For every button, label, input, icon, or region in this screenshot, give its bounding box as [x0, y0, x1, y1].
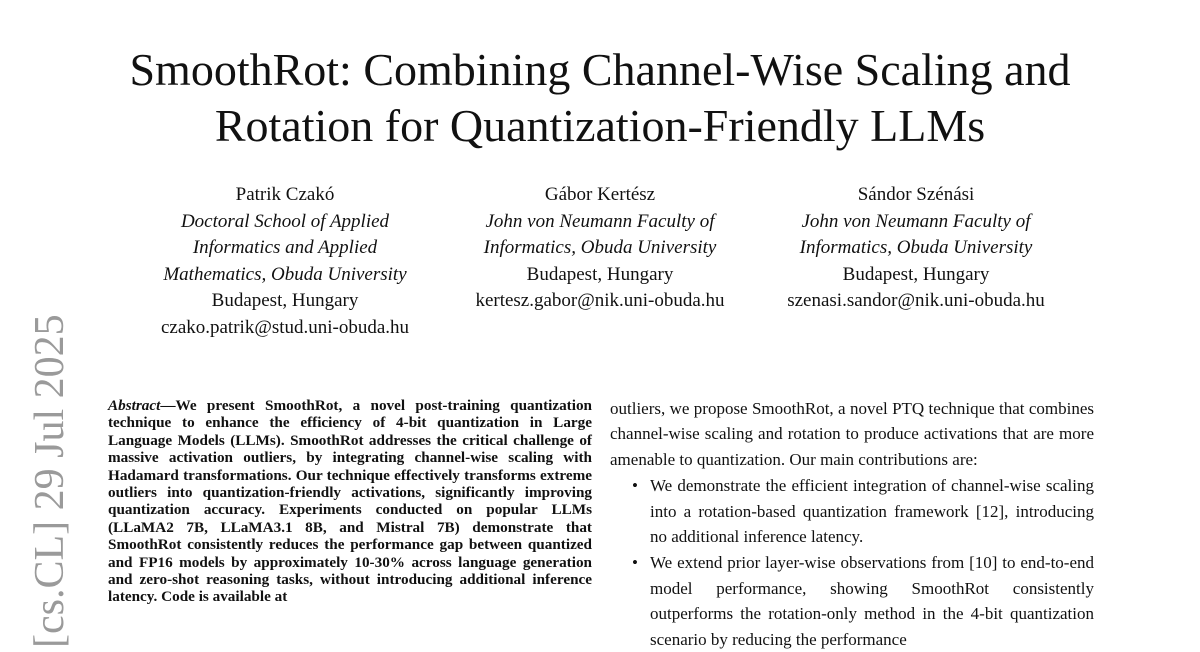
author-location: Budapest, Hungary: [211, 290, 359, 311]
intro-paragraph: outliers, we propose SmoothRot, a novel PTQ technique that combines channel-wise scaling and rotation to produce activations that are more amenable to quantization. Our main contributions are:: [610, 399, 1094, 469]
author-email: szenasi.sandor@nik.uni-obuda.hu: [787, 290, 1045, 311]
author-email: kertesz.gabor@nik.uni-obuda.hu: [475, 290, 725, 311]
author-name: Patrik Czakó: [235, 184, 335, 205]
abstract-text: —We present SmoothRot, a novel post-training quantization technique to enhance the efficiency of 4-bit quantization in Large Language Models (LLMs). SmoothRot addresses the critical challenge of massive activation outliers, by integrating channel-wise scaling with Hadamard transformations. Our technique effectively transforms extreme outliers into quantization-friendly activations, significantly improving quantization accuracy. Experiments conducted on popular LLMs (LLaMA2 7B, LLaMA3.1 8B, and Mistral 7B) demonstrate that SmoothRot consistently reduces the performance gap between quantized and FP16 models by approximately 10-30% across language generation and zero-shot reasoning tasks, without introducing additional inference latency. Code is available at: [108, 397, 592, 606]
author-location: Budapest, Hungary: [842, 263, 990, 285]
author-affiliation: [440, 209, 760, 262]
author-2: [440, 182, 760, 315]
bullet-icon: •: [632, 476, 638, 496]
affiliation-line: John von Neumann Faculty of: [801, 210, 1031, 232]
affiliation-line: Mathematics, Obuda University: [163, 263, 407, 285]
author-location: Budapest, Hungary: [526, 263, 674, 285]
bullet-icon: •: [632, 553, 638, 573]
affiliation-line: Doctoral School of Applied: [180, 210, 390, 232]
author-3: [756, 182, 1076, 315]
author-name: Gábor Kertész: [544, 184, 656, 205]
list-item: [610, 550, 1094, 652]
contribution-list: [610, 473, 1094, 652]
list-item-text: We demonstrate the efficient integration of channel-wise scaling into a rotation-based quantization framework [12], introducing no additional inference latency.: [650, 476, 1094, 547]
abstract: [108, 397, 592, 606]
affiliation-line: John von Neumann Faculty of: [485, 210, 715, 232]
author-affiliation: [756, 209, 1076, 262]
paper-title: [0, 42, 1200, 154]
author-affiliation: [125, 209, 445, 289]
abstract-label: Abstract: [108, 397, 161, 414]
title-line-2: Rotation for Quantization-Friendly LLMs: [214, 100, 986, 151]
list-item: [610, 473, 1094, 549]
author-name: Sándor Szénási: [857, 184, 975, 205]
author-1: [125, 182, 445, 341]
title-line-1: SmoothRot: Combining Channel-Wise Scaling and: [129, 44, 1071, 95]
author-email: czako.patrik@stud.uni-obuda.hu: [160, 316, 410, 338]
affiliation-line: Informatics, Obuda University: [799, 237, 1033, 258]
affiliation-line: Informatics and Applied: [192, 237, 378, 258]
arxiv-stamp: [cs.CL] 29 Jul 2025: [27, 314, 73, 648]
affiliation-line: Informatics, Obuda University: [483, 237, 717, 258]
list-item-text: We extend prior layer-wise observations from [10] to end-to-end model performance, showing SmoothRot consistently outperforms the rotation-only method in the 4-bit quantization scenario by reducing the performance: [650, 553, 1094, 649]
right-column: [610, 396, 1094, 652]
